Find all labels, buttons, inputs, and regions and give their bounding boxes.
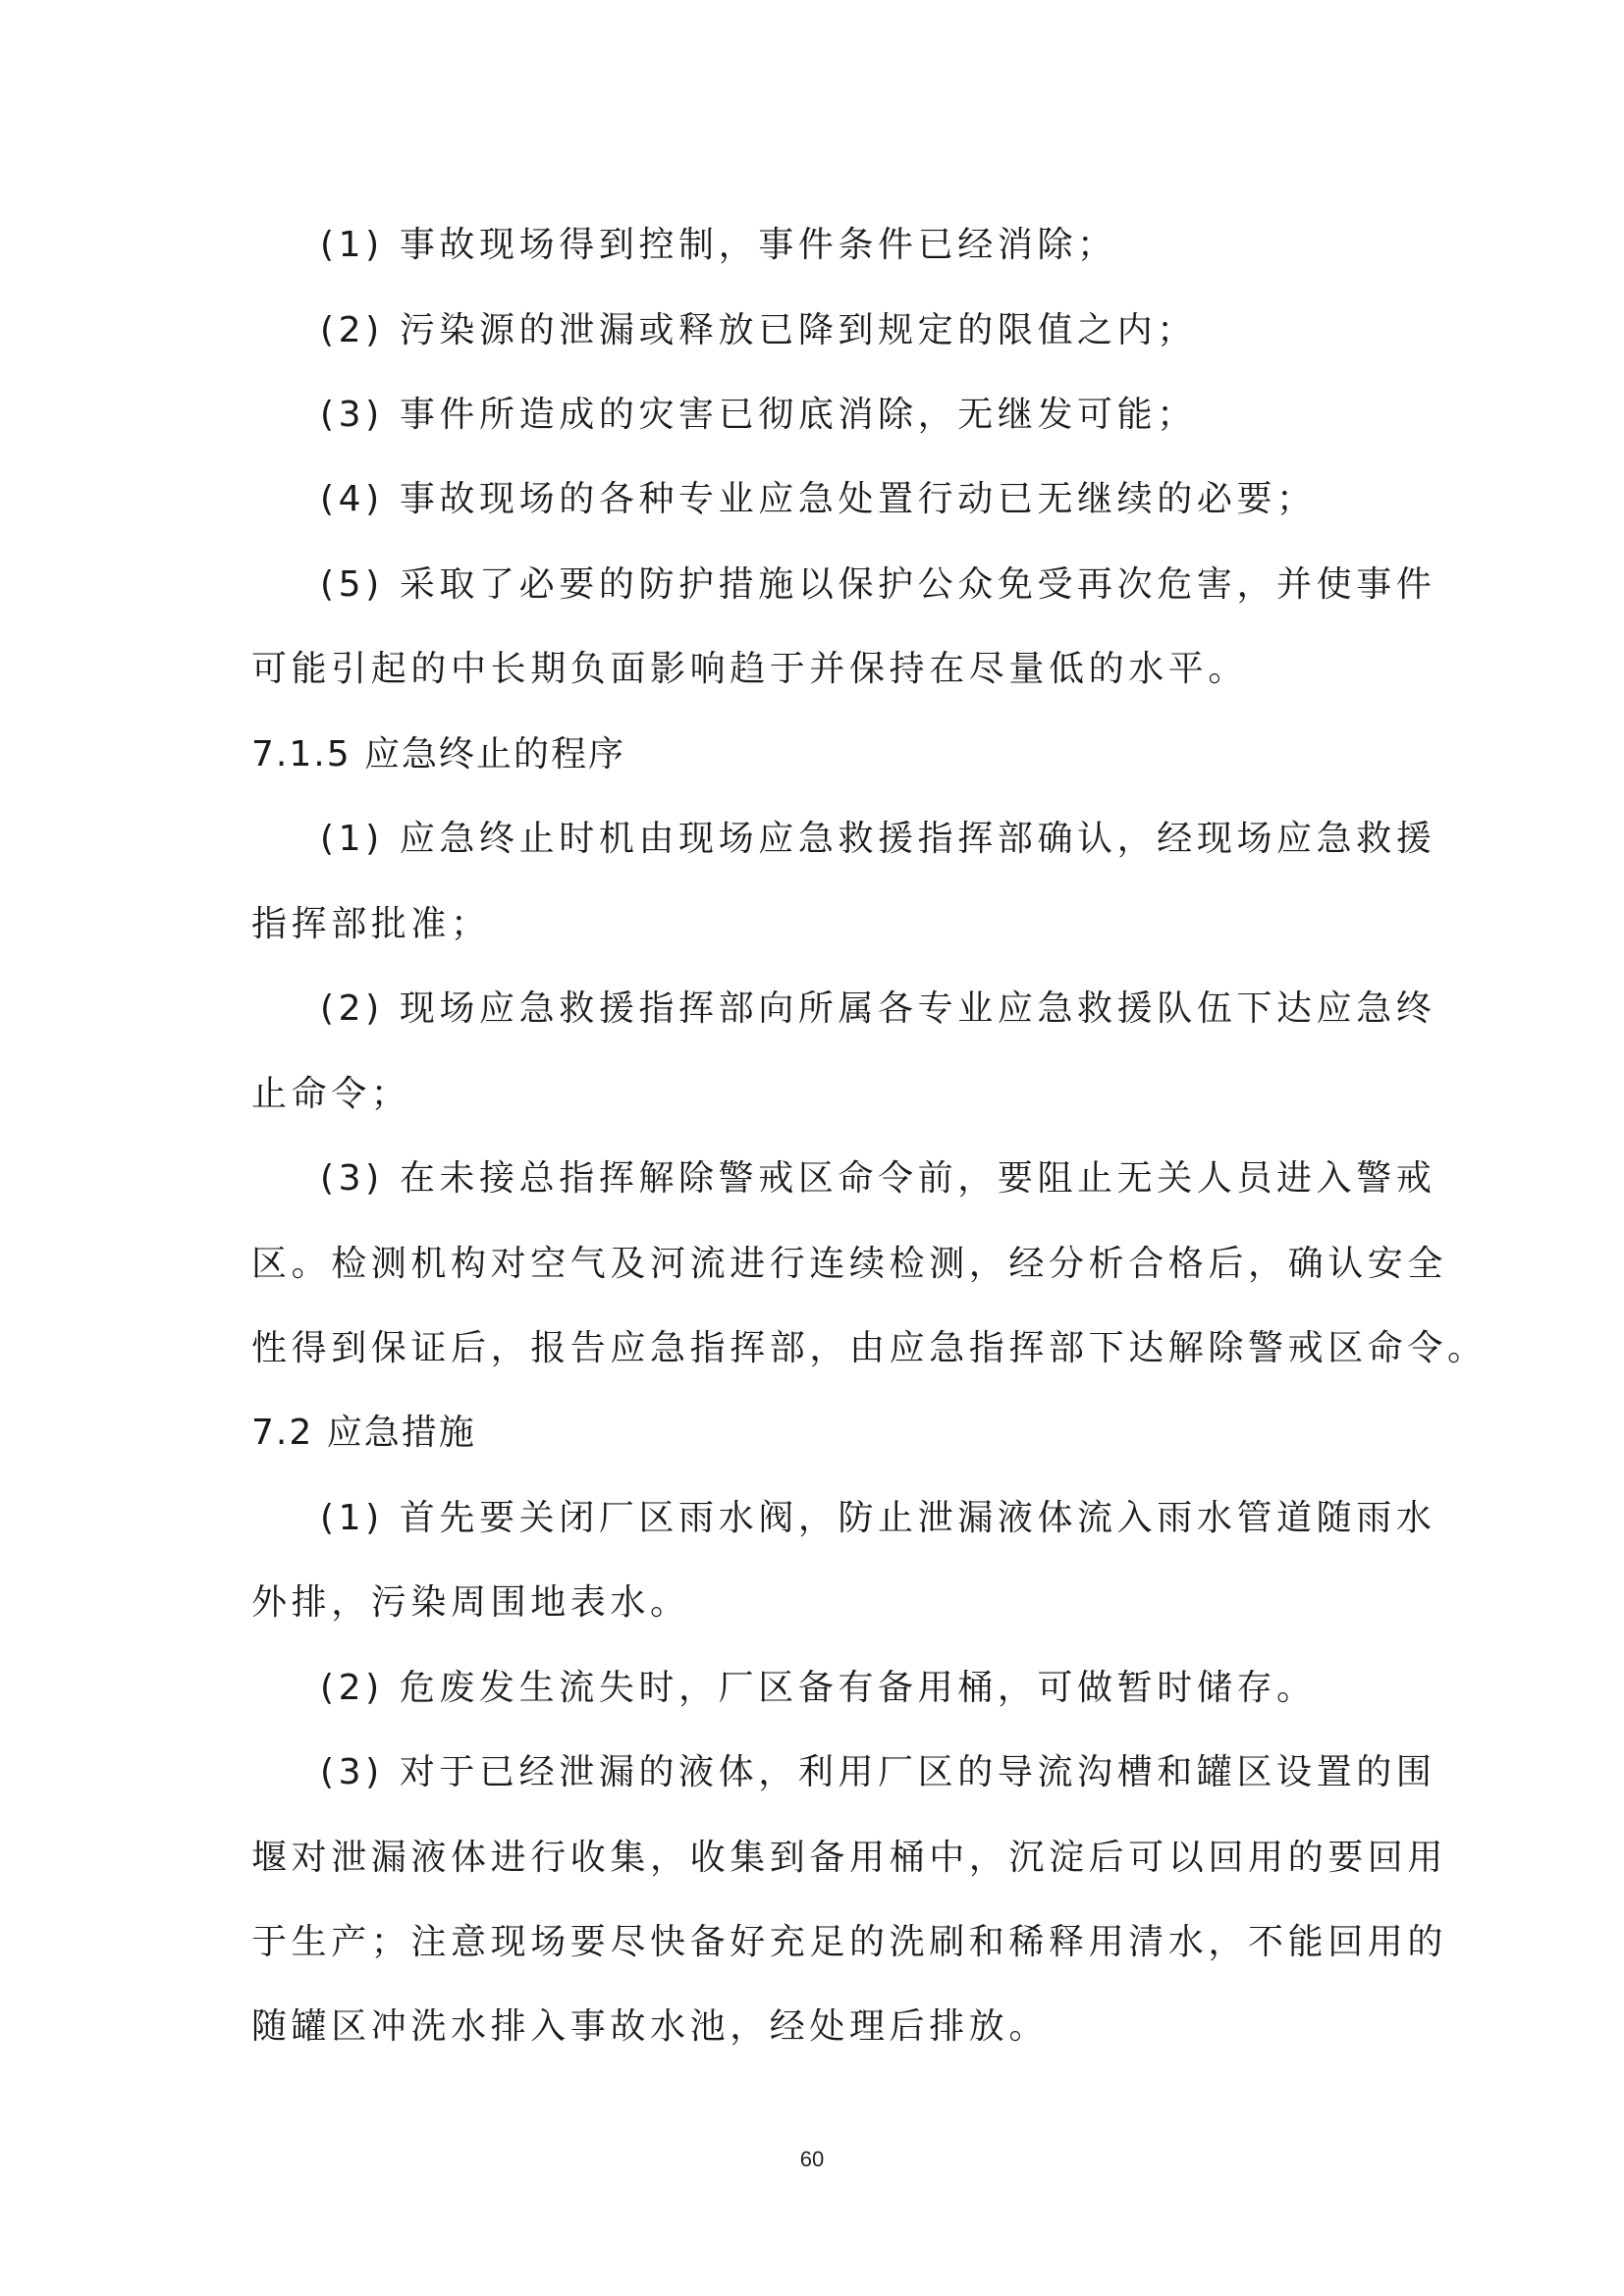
measure-item-2: (2) 危废发生流失时，厂区备有备用桶，可做暂时储存。	[320, 1668, 1317, 1708]
procedure-item-1-line-1: (1) 应急终止时机由现场应急救援指挥部确认，经现场应急救援	[320, 819, 1436, 859]
list-item-3: (3) 事件所造成的灾害已彻底消除，无继发可能；	[320, 395, 1197, 435]
list-item-5-line-1: (5) 采取了必要的防护措施以保护公众免受再次危害，并使事件	[320, 564, 1436, 605]
measure-item-3-line-1: (3) 对于已经泄漏的液体，利用厂区的导流沟槽和罐区设置的围	[320, 1752, 1436, 1792]
procedure-item-2-line-1: (2) 现场应急救援指挥部向所属各专业应急救援队伍下达应急终	[320, 988, 1436, 1029]
section-heading-7-2: 7.2 应急措施	[251, 1413, 476, 1453]
section-heading-7-1-5: 7.1.5 应急终止的程序	[251, 734, 626, 774]
list-item-4: (4) 事故现场的各种专业应急处置行动已无继续的必要；	[320, 479, 1317, 519]
page-number: 60	[799, 2147, 825, 2171]
procedure-item-3-line-2: 区。检测机构对空气及河流进行连续检测，经分析合格后，确认安全	[251, 1244, 1448, 1284]
measure-item-1-line-1: (1) 首先要关闭厂区雨水阀，防止泄漏液体流入雨水管道随雨水	[320, 1498, 1436, 1538]
list-item-5-line-2: 可能引起的中长期负面影响趋于并保持在尽量低的水平。	[251, 649, 1249, 689]
measure-item-3-line-4: 随罐区冲洗水排入事故水池，经处理后排放。	[251, 2006, 1050, 2047]
measure-item-1-line-2: 外排，污染周围地表水。	[251, 1582, 690, 1623]
procedure-item-2-line-2: 止命令；	[251, 1074, 411, 1114]
procedure-item-3-line-1: (3) 在未接总指挥解除警戒区命令前，要阻止无关人员进入警戒	[320, 1158, 1436, 1199]
measure-item-3-line-3: 于生产；注意现场要尽快备好充足的洗刷和稀释用清水，不能回用的	[251, 1922, 1448, 1962]
list-item-2: (2) 污染源的泄漏或释放已降到规定的限值之内；	[320, 310, 1197, 350]
measure-item-3-line-2: 堰对泄漏液体进行收集，收集到备用桶中，沉淀后可以回用的要回用	[251, 1838, 1448, 1878]
procedure-item-3-line-3: 性得到保证后，报告应急指挥部，由应急指挥部下达解除警戒区命令。	[251, 1328, 1488, 1368]
procedure-item-1-line-2: 指挥部批准；	[251, 904, 491, 944]
list-item-1: (1) 事故现场得到控制，事件条件已经消除；	[320, 225, 1117, 265]
